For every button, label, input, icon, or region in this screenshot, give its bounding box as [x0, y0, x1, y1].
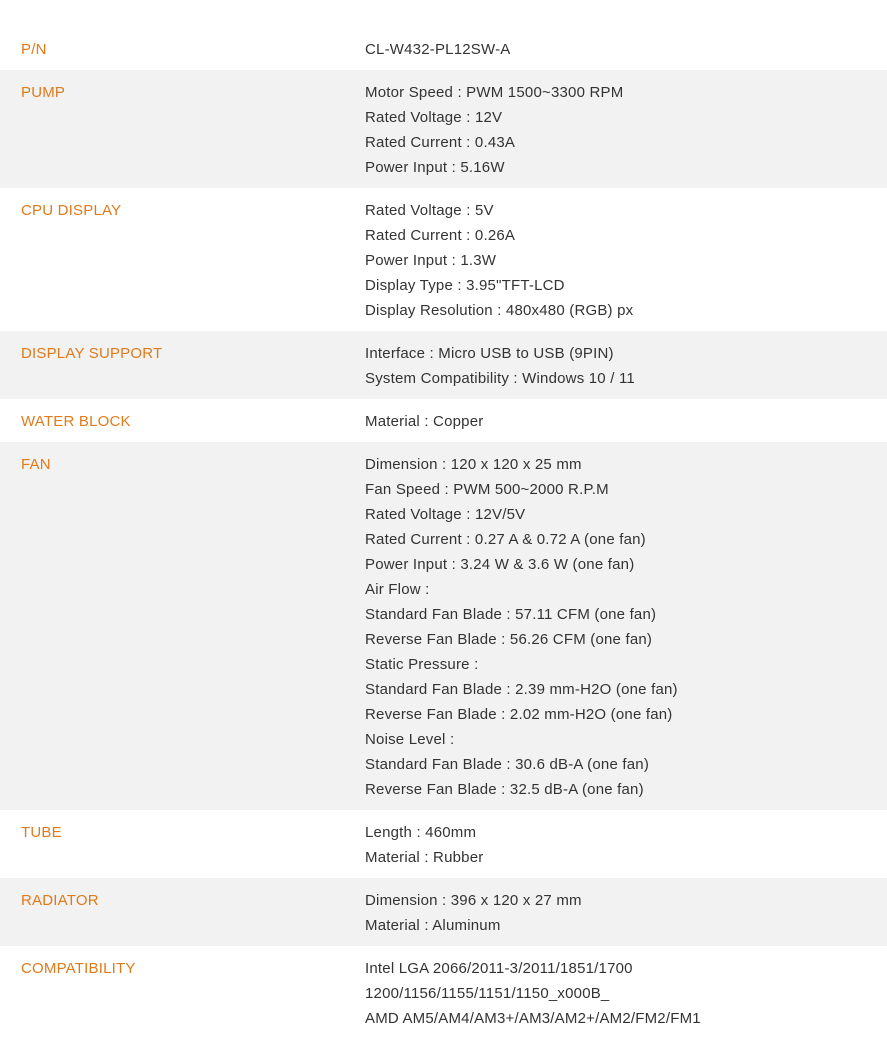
spec-label: WATER BLOCK: [21, 413, 131, 430]
spec-values: [365, 820, 887, 870]
spec-values: [365, 409, 887, 434]
spec-value-line: Rated Voltage : 12V: [365, 109, 503, 126]
spec-value-line: Rated Voltage : 12V/5V: [365, 506, 526, 523]
spec-value-line: 1200/1156/1155/1151/1150_x000B_: [365, 985, 610, 1002]
spec-values: [365, 80, 887, 180]
spec-row: [0, 946, 887, 1039]
spec-value-line: Rated Current : 0.26A: [365, 227, 516, 244]
spec-value-line: CL-W432-PL12SW-A: [365, 41, 511, 58]
spec-values: [365, 198, 887, 323]
spec-row: [0, 331, 887, 399]
spec-label: FAN: [21, 456, 51, 473]
spec-label: P/N: [21, 41, 47, 58]
spec-value-line: Reverse Fan Blade : 2.02 mm-H2O (one fan): [365, 706, 673, 723]
spec-value-line: System Compatibility : Windows 10 / 11: [365, 370, 635, 387]
spec-values: [365, 956, 887, 1031]
spec-row: [0, 188, 887, 331]
spec-row: [0, 878, 887, 946]
spec-row: [0, 810, 887, 878]
spec-value-line: Reverse Fan Blade : 32.5 dB-A (one fan): [365, 781, 644, 798]
spec-value-line: Length : 460mm: [365, 824, 477, 841]
spec-value-line: Interface : Micro USB to USB (9PIN): [365, 345, 614, 362]
spec-label: CPU DISPLAY: [21, 202, 122, 219]
spec-value-line: Rated Current : 0.43A: [365, 134, 516, 151]
spec-value-line: Display Type : 3.95"TFT-LCD: [365, 277, 565, 294]
spec-values: [365, 888, 887, 938]
spec-value-line: Standard Fan Blade : 57.11 CFM (one fan): [365, 606, 657, 623]
spec-value-line: Motor Speed : PWM 1500~3300 RPM: [365, 84, 624, 101]
spec-table: [0, 27, 887, 1039]
spec-label: COMPATIBILITY: [21, 960, 136, 977]
spec-values: [365, 37, 887, 62]
spec-value-line: Display Resolution : 480x480 (RGB) px: [365, 302, 634, 319]
spec-value-line: Standard Fan Blade : 2.39 mm-H2O (one fan): [365, 681, 678, 698]
spec-value-line: Rated Voltage : 5V: [365, 202, 494, 219]
spec-values: [365, 341, 887, 391]
spec-value-line: Air Flow :: [365, 581, 430, 598]
spec-value-line: Power Input : 3.24 W & 3.6 W (one fan): [365, 556, 635, 573]
spec-value-line: Standard Fan Blade : 30.6 dB-A (one fan): [365, 756, 650, 773]
spec-values: [365, 452, 887, 802]
spec-value-line: AMD AM5/AM4/AM3+/AM3/AM2+/AM2/FM2/FM1: [365, 1010, 701, 1027]
spec-value-line: Intel LGA 2066/2011-3/2011/1851/1700: [365, 960, 633, 977]
spec-row: [0, 399, 887, 442]
spec-row: [0, 70, 887, 188]
spec-row: [0, 27, 887, 70]
spec-value-line: Rated Current : 0.27 A & 0.72 A (one fan): [365, 531, 646, 548]
spec-value-line: Dimension : 120 x 120 x 25 mm: [365, 456, 582, 473]
spec-value-line: Material : Copper: [365, 413, 484, 430]
spec-value-line: Material : Rubber: [365, 849, 484, 866]
spec-value-line: Power Input : 5.16W: [365, 159, 505, 176]
spec-value-line: Fan Speed : PWM 500~2000 R.P.M: [365, 481, 609, 498]
spec-label: PUMP: [21, 84, 66, 101]
spec-label: DISPLAY SUPPORT: [21, 345, 163, 362]
spec-value-line: Material : Aluminum: [365, 917, 501, 934]
spec-label: RADIATOR: [21, 892, 99, 909]
spec-value-line: Static Pressure :: [365, 656, 479, 673]
spec-value-line: Dimension : 396 x 120 x 27 mm: [365, 892, 582, 909]
spec-row: [0, 442, 887, 810]
spec-value-line: Reverse Fan Blade : 56.26 CFM (one fan): [365, 631, 653, 648]
spec-label: TUBE: [21, 824, 62, 841]
spec-value-line: Noise Level :: [365, 731, 455, 748]
spec-value-line: Power Input : 1.3W: [365, 252, 497, 269]
